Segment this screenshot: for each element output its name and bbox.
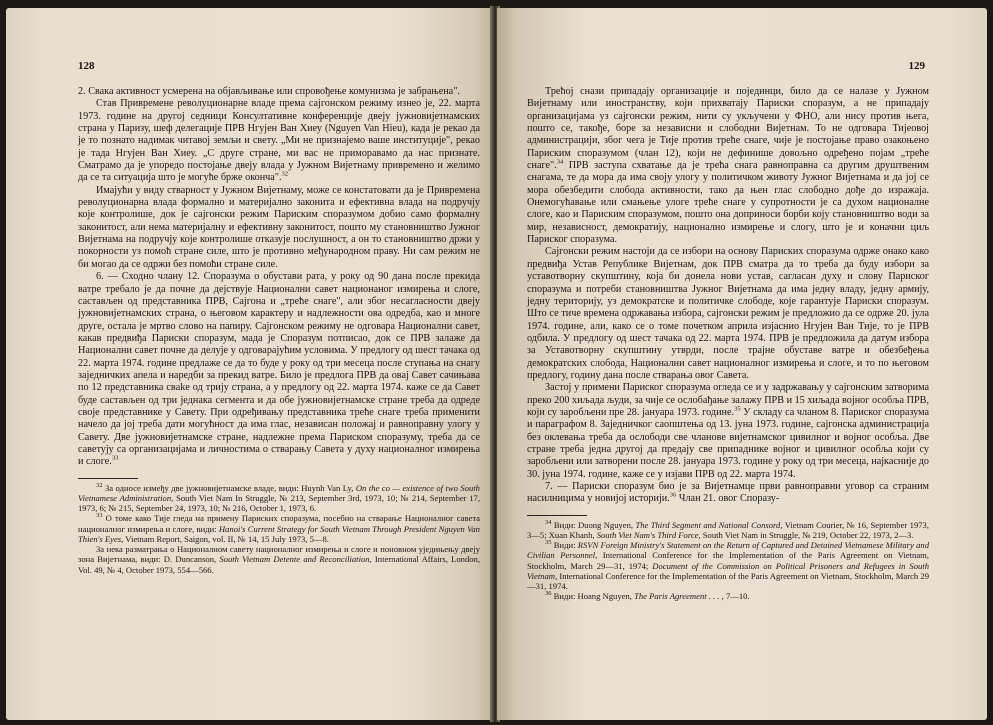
- footnote-rule: [78, 478, 138, 479]
- footnote: $^{33}$ О томе како Тије гледа на примену Париских споразума, посебно на стварање Националног савета националног измирења и слоге, види: Hanoi's Current Strategy for South Vietnam Through President Nguyen Van Thien's Eyes, Vietnam Report, Saigon, vol. II, № 14, 15 July 1973, 5—8.: [78, 512, 480, 544]
- footnotes: [78, 483, 480, 575]
- page-number: 128: [78, 60, 95, 72]
- paragraph: Имајући у виду стварност у Јужном Вијетнаму, може се констатовати да је Привремена револуционарна влада формално и материјално законита и ефективна влада на подручју које контролише, док је сајгонски режим Париским споразумом добио само формалну законитост, али нема материјалну и ефективну законитост, пошто му становништво Јужног Вијетнама на подручју које контролише отказује послушност, а он то становништво држи у покорности уз помоћ стране силе, што је противно међународном праву. Ни сам режим не би могао да се одржи без помоћи стране силе.: [78, 184, 480, 270]
- footnote: $^{36}$ Види: Hoang Nguyen, The Paris Agreement . . . , 7—10.: [545, 590, 750, 602]
- paragraph: Сајгонски режим настоји да се избори на основу Париских споразума одрже онако како предвиђа Устав Републике Вијетнам, док ПРВ сматра да то треба да буду избори за уставотворну скупштину, која би донела нови устав, сагласан духу и слову Париског споразума и потреби становништва Јужног Вијетнама да има једну владу, једну армију, једну територију, уз демократске и политичке слободе, које гарантује Париски споразум. Што се тиче времена одржавања избора, сајгонски режим је предложио да се одрже 20. јула 1974. године, али, како се о томе почетком априла изјаснио Нгујен Ван Тије, то је ПРВ одбила. У предлогу од шест тачака од 22. марта 1974. ПРВ је предложила да датум избора за Уставотворну скупштину утврди, после трајне обуставе ватре и обезбеђења демократских слобода, Национални савет националног измирења и слоге, и то по његовом предлогу, годину дана после стварања овог Савета.: [527, 246, 929, 381]
- right-page: [497, 8, 987, 720]
- footnote: За нека разматрања о Националном савету националног измирења и слоге и поновном уједињењу двеју зона Вијетнама, види: D. Duncanson, South Vietnam Detente and Reconciliation, International Affairs, London, Vol. 49, № 4, October 1973, 554—566.: [78, 544, 480, 575]
- left-body-text: [78, 86, 480, 575]
- footnote-rule: [527, 515, 587, 516]
- right-body-text: [527, 86, 929, 602]
- paragraph: Застој у примени Париског споразума огледа се и у задржавању у сајгонским затворима преко 200 хиљада људи, за чије се ослобађање залажу ПРВ и 15 хиљада војног особља ПРВ, који су заробљени пре 28. јануара 1973. године.$^{35}$ У складу са чланом 8. Париског споразума и параграфом 8. Заједничког саопштења од 13. јуна 1973. године, сајгонска администрација без оклевања треба да ослободи све чланове вијетнамског цивилног и војног особља. Две стране треба једна другој да предају све припаднике војног и цивилног особља који су заробљени или затворени после 28. јануара 1973. године у року од три месеца, најкасније до 30. јуна 1974. године, каже се у изјави ПРВ од 22. марта 1974.: [527, 382, 930, 480]
- page-number: 129: [908, 60, 925, 72]
- footnote: $^{34}$ Види: Duong Nguyen, The Third Segment and National Consord, Vietnam Courier, № 16, September 1973, 3—5; Xuan Khanh, South Viet Nam's Third Force, South Viet Nam in Struggle, № 219, October 22, 1973, 2—3.: [527, 518, 929, 540]
- paragraph: 6. — Сходно члану 12. Споразума о обустави рата, у року од 90 дана после прекида ватре требало је да почне да дејствује Национални савет национаног измирења и слоге, састављен од представника ПРВ, Сајгона и „треће снаге", али због несагласности двеју јужновијетнамских страна, о његовом карактеру и надлежности ова одредба, као и многе друге, остала је мртво слово на папиру. Сајгонском режиму не одговара Национални савет, какав предвиђа Париски споразум, мада је Споразум потписао, док се ПРВ залаже да Национални савет почне да делује у одговарајућим условима. У предлогу од шест тачака од 22. марта 1974. године предлаже се да то буде у року од три месеца после ступања на снагу заједничких апела и наредби за прекид ватре. Било је предлога ПРВ да овај Савет сачињава по 12 представника свake од трију страна, а у предлогу од 22. марта 1974. каже се да Савет буде састављен од три једнака сегмента и да обе јужновијетнамске стране треба да одреде своје представнике у Савету. При одређивању представника треће снаге треба применити начело да јој треба дати могућност да има глас, независан положај и равноправну улогу у Савету. Две јужновијетнамске стране, надлежне према Париском споразуму, треба да се саветују са организацијама и личностима о стварању Савета у духу националног измирења и слоге.$^{33}$: [78, 271, 480, 468]
- paragraph: 7. — Париски споразум био је за Вијетнамце први равноправни уговор са страним насилницима у новијој историји.$^{36}$ Члан 21. овог Споразу-: [527, 481, 929, 505]
- footnotes: [527, 520, 929, 602]
- footnote: $^{32}$ За односе између две јужновијетнамске владе, види: Huynh Van Ly, On the co — existence of two South Vietnamese Administration, South Viet Nam In Struggle, № 213, September 3rd, 1973, 10; № 214, September 17, 1973, 6; № 215, September 24, 1973, 10; № 216, October 1, 1973, 6.: [78, 481, 481, 514]
- footnote: $^{35}$ Види: RSVN Foreign Ministry's Statement on the Return of Captured and Detained Vietnamese Military and Civilian Personnel, International Conference for the Implementation of the Paris Agreement on Vietnam, Stockholm, March 29—31, 1974; Document of the Commission on Political Prisoners and Refugees in South Vietnam, International Conference for the Implementation of the Paris Agreement on Vietnam, Stockholm, March 29—31, 1974.: [527, 539, 930, 592]
- paragraph: 2. Свака активност усмерена на објављивање или спровођење комунизма је забрањена".: [78, 86, 460, 97]
- paragraph: Трећој снази припадају организације и појединци, било да се налазе у Јужном Вијетнаму или иностранству, који прихватају Париски споразум, а не припадају организацијама уз сајгонски режим, нити су укључени у ФНО, али нису против њега, пошто се, такође, боре за независни и слободни Вијетнам. То не одговара Тијеовој администрацији, због чега је Тије против треће снаге, чије је постојање право озакоњено Париским споразумом (члан 12), који не дефинише довољно одређено појам „треће снаге".$^{34}$ ПРВ заступа схватање да је трећа снага равноправна са другим друштвеним снагама, те да мора да има своју улогу у политичком животу Јужног Вијетнама и да јој се мора обезбедити слобода активности, тако да њен глас слободно дође до изражаја. Онемогућавање или смањење улоге треће снаге у супротности је са духом националне слоге, као и Париским споразумом, пошто она доприноси борби коју становништво води за мир, независност, демократију, национално измирење и слогу, што је и коначни циљ Париског споразума.: [527, 86, 929, 246]
- paragraph: Став Привремене револуционарне владе према сајгонском режиму изнео је, 22. марта 1973. године на другој седници Консултативне конференције двеју јужновијетнамских страна у Паризу, шеф делегације ПРВ Нгујен Ван Хиеу (Nguyen Van Hieu), када је рекао да је то познато надимак читавој земљи и свету. „Ми не признајемо ваше институције", рекао је тада Нгујен Ван Хиеу. „С друге стране, ми вас не приморавамо да нас признате. Сматрамо да је упоредо постојање двеју влада у Јужном Вијетнаму привремено и желимо да се та ситуација што је могуће брже оконча".$^{32}$: [78, 98, 480, 184]
- left-page: [6, 8, 493, 720]
